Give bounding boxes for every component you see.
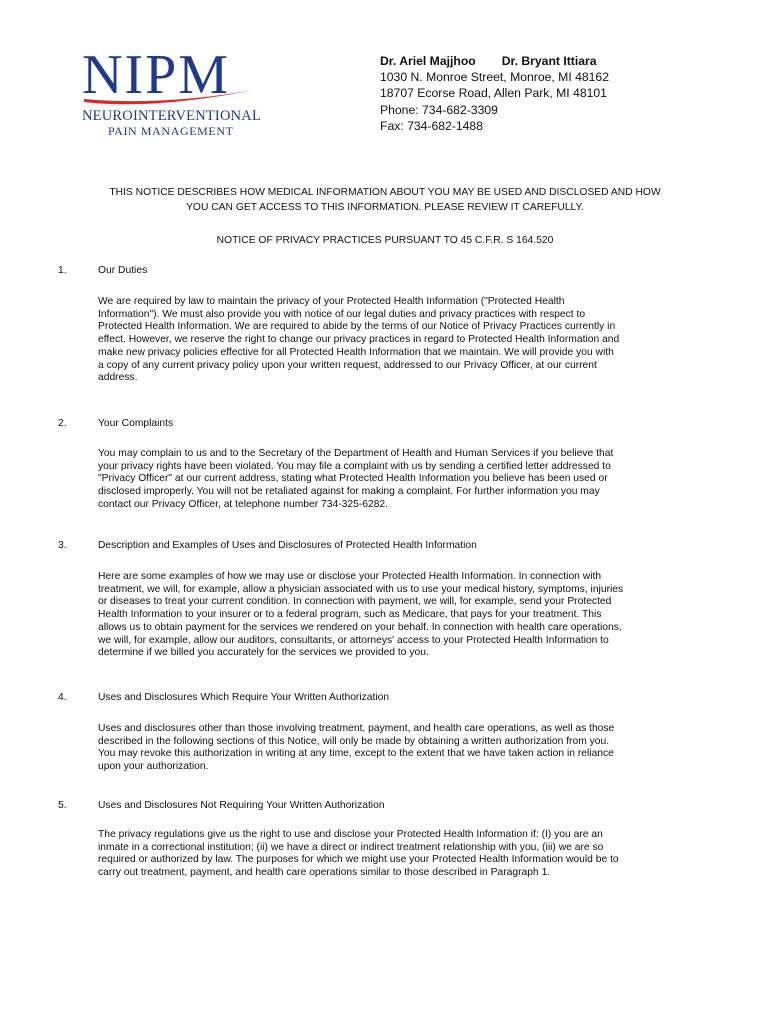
section-number: 4. [58, 692, 67, 703]
address-line: 18707 Ecorse Road, Allen Park, MI 48101 [380, 86, 607, 101]
section-number: 5. [58, 800, 67, 811]
doctor-name: Dr. Ariel Majjhoo [380, 54, 476, 68]
logo-wordmark: NIPM [82, 44, 231, 106]
nipm-logo [82, 44, 262, 146]
section-body: The privacy regulations give us the right to use and disclose your Protected Health Information if: (I) you are an inmate in a correctional institution; (ii) we have a direct or indirect treatment relationship with you, (iii) we are so required or authorized by law. The purposes for which we might use your Protected Health Information would be to carry out treatment, payment, and health care operations similar to those described in Paragraph 1. [98, 829, 619, 879]
phone-number: Phone: 734-682-3309 [380, 102, 498, 117]
section-body: Here are some examples of how we may use or disclose your Protected Health Information. In connection with treatment, we will, for example, allow a physician associated with us to use your medical history, symptoms, injuries or diseases to treat your current condition. In connection with payment, we will, for example, send your Protected Health Information to your insurer or to a federal program, such as Medicare, that pays for your treatment. This allows us to obtain payment for the services we rendered on your behalf. In connection with health care operations, we will, for example, allow our auditors, consultants, or attorneys' access to your Protected Health Information to determine if we billed you accurately for the services we provided to you. [98, 571, 624, 659]
section-title: Our Duties [98, 265, 148, 276]
doctor-names [380, 53, 609, 69]
notice-heading: THIS NOTICE DESCRIBES HOW MEDICAL INFORMATION ABOUT YOU MAY BE USED AND DISCLOSED AND HOW YOU CAN GET ACCESS TO THIS INFORMATION. PLEASE REVIEW IT CAREFULLY. [109, 187, 661, 213]
section-number: 1. [58, 265, 67, 276]
section-title: Uses and Disclosures Which Require Your Written Authorization [98, 692, 390, 703]
section-number: 2. [58, 418, 67, 429]
section-title: Your Complaints [98, 418, 174, 429]
logo-subtitle-line2: PAIN MANAGEMENT [108, 124, 234, 138]
section-body: You may complain to us and to the Secretary of the Department of Health and Human Services if you believe that your privacy rights have been violated. You may file a complaint with us by sending a certified letter addressed to "Privacy Officer" at our current address, stating what Protected Health Information you believe has been used or disclosed improperly. You will not be retaliated against for making a complaint. For further information you may contact our Privacy Officer, at telephone number 734-325-6282. [98, 448, 614, 510]
contact-block [380, 53, 609, 134]
section-number: 3. [58, 540, 67, 551]
section-title: Uses and Disclosures Not Requiring Your Written Authorization [98, 800, 385, 811]
section-body: We are required by law to maintain the privacy of your Protected Health Information ("Protected Health Information"). We must also provide you with notice of our legal duties and privacy practices with respect to Protected Health Information. We are required to abide by the terms of our Notice of Privacy Practices currently in effect. However, we reserve the right to change our privacy practices in regard to Protected Health Information and make new privacy policies effective for all Protected Health Information that we maintain. We will provide you with a copy of any current privacy policy upon your written request, addressed to our Privacy Officer, at our current address. [98, 296, 620, 384]
section-body: Uses and disclosures other than those involving treatment, payment, and health care operations, as well as those described in the following sections of this Notice, will only be made by obtaining a written authorization from you. You may revoke this authorization in writing at any time, except to the extent that we have taken action in reliance upon your authorization. [98, 723, 615, 773]
address-line: 1030 N. Monroe Street, Monroe, MI 48162 [380, 70, 609, 85]
notice-subheading: NOTICE OF PRIVACY PRACTICES PURSUANT TO 45 C.F.R. S 164.520 [216, 235, 554, 246]
logo-subtitle-line1: NEUROINTERVENTIONAL [82, 108, 262, 124]
fax-number: Fax: 734-682-1488 [380, 118, 483, 133]
doctor-name: Dr. Bryant Ittiara [501, 54, 597, 68]
logo-swoosh-icon [82, 86, 257, 108]
section-title: Description and Examples of Uses and Disclosures of Protected Health Information [98, 540, 477, 551]
